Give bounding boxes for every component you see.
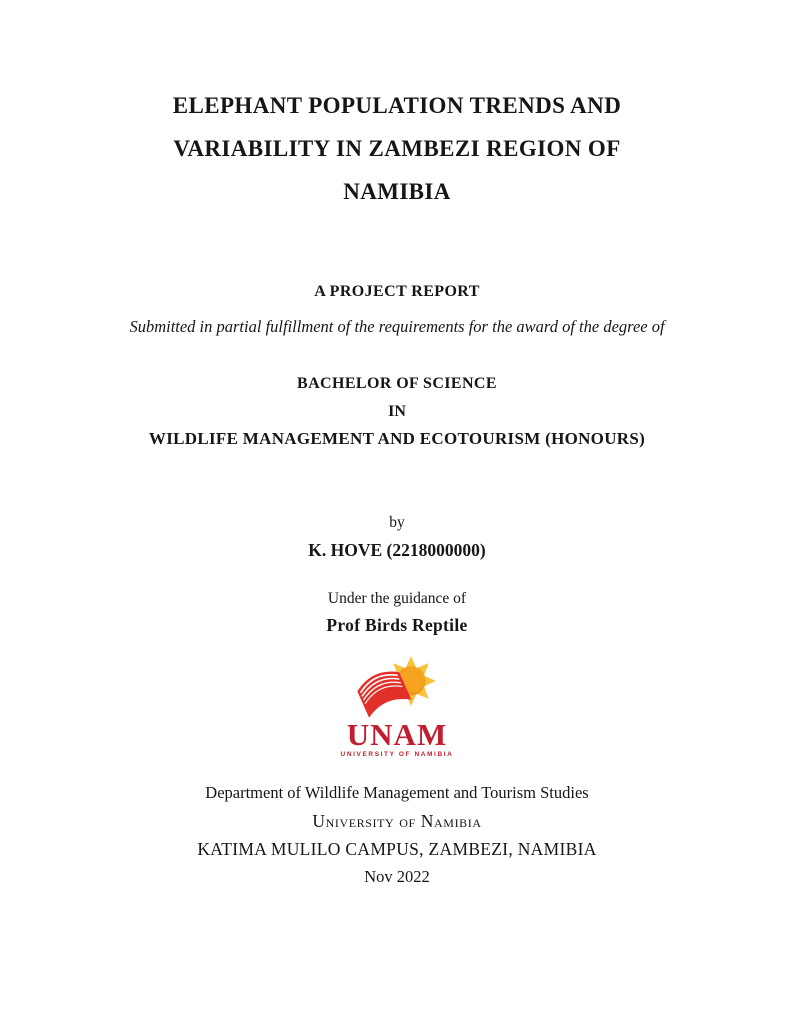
report-title (0, 84, 794, 213)
unam-logo (0, 654, 794, 758)
report-title-line-3: NAMIBIA (343, 179, 451, 204)
report-title-line-2: VARIABILITY IN ZAMBEZI REGION OF (173, 136, 621, 161)
university-line: University of Namibia (312, 811, 482, 831)
report-title-line-1: ELEPHANT POPULATION TRENDS AND (172, 93, 622, 118)
submission-statement: Submitted in partial fulfillment of the requirements for the award of the degree of (129, 317, 665, 336)
unam-logo-icon (349, 654, 445, 724)
guide-name: Prof Birds Reptile (326, 615, 468, 635)
guidance-label: Under the guidance of (327, 590, 467, 607)
degree-connector: IN (388, 403, 406, 420)
by-label: by (389, 514, 405, 531)
unam-wordmark: UNAM (346, 717, 448, 752)
degree-programme: WILDLIFE MANAGEMENT AND ECOTOURISM (HONOURS) (148, 429, 646, 448)
department-line: Department of Wildlife Management and Tourism Studies (205, 783, 589, 802)
report-type-heading: A PROJECT REPORT (314, 283, 480, 300)
date-line: Nov 2022 (364, 867, 430, 886)
author-name: K. HOVE (2218000000) (308, 540, 486, 560)
degree-name: BACHELOR OF SCIENCE (297, 375, 497, 392)
unam-tagline: UNIVERSITY OF NAMIBIA (340, 751, 454, 758)
campus-line: KATIMA MULILO CAMPUS, ZAMBEZI, NAMIBIA (197, 839, 597, 859)
